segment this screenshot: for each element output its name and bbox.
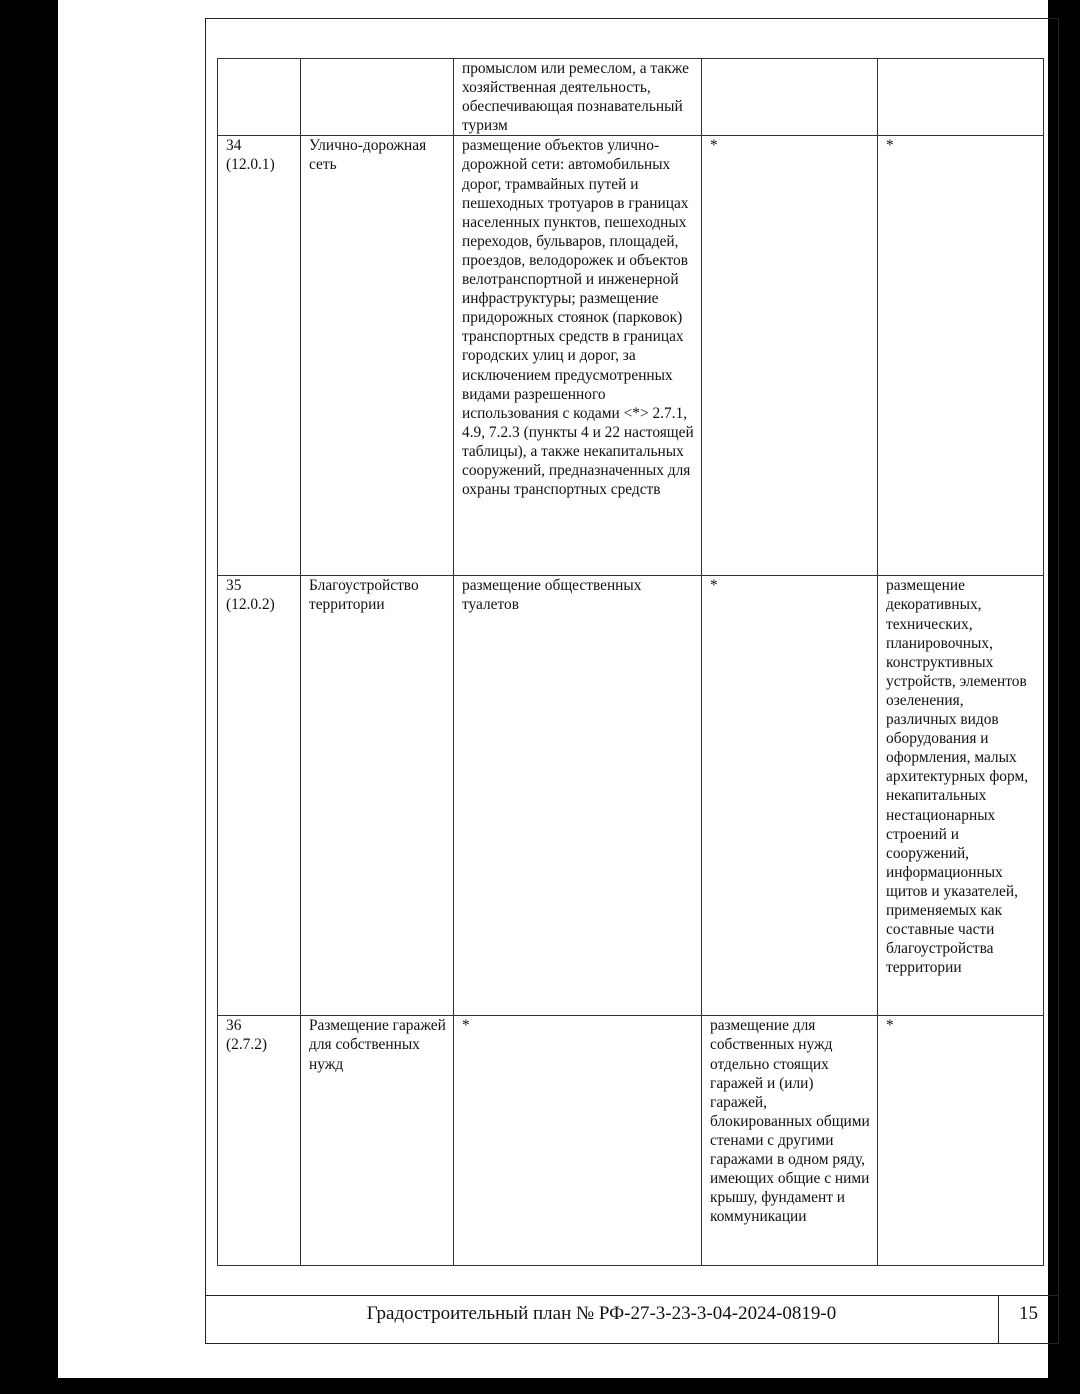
table-row [218, 136, 1044, 576]
use-name-cell [301, 59, 454, 136]
row-number-cell [218, 136, 301, 576]
page-number: 15 [1019, 1303, 1038, 1324]
row-number: 35 [226, 577, 242, 595]
use-name-cell: Размещение гаражей для собственных нужд [301, 1016, 454, 1266]
main-use-cell: размещение общественных туалетов [454, 576, 702, 1016]
auxiliary-use-cell [878, 59, 1044, 136]
document-page [58, 0, 1048, 1378]
use-name-cell: Благоустройство территории [301, 576, 454, 1016]
main-use-cell: промыслом или ремеслом, а также хозяйственная деятельность, обеспечивающая познавательный туризм [454, 59, 702, 136]
row-number-cell [218, 59, 301, 136]
row-code: (12.0.2) [226, 596, 275, 614]
main-use-cell: * [454, 1016, 702, 1266]
footer-document-title: Градостроительный план № РФ-27-3-23-3-04-2024-0819-0 [366, 1303, 837, 1324]
row-number-cell [218, 1016, 301, 1266]
conditional-use-cell: * [702, 136, 878, 576]
main-use-cell: размещение объектов улично-дорожной сети: автомобильных дорог, трамвайных путей и пешеходных тротуаров в границах населенных пунктов, пешеходных переходов, бульваров, площадей, проездов, велодорожек и объектов велотранспортной и инженерной инфраструктуры; размещение придорожных стоянок (парковок) транспортных средств в границах городских улиц и дорог, за исключением предусмотренных видами разрешенного использования с кодами <*> 2.7.1, 4.9, 7.2.3 (пункты 4 и 22 настоящей таблицы), а также некапитальных сооружений, предназначенных для охраны транспортных средств [454, 136, 702, 576]
land-use-table [217, 58, 1044, 1266]
auxiliary-use-cell: размещение декоративных, технических, планировочных, конструктивных устройств, элементов озеленения, различных видов оборудования и оформления, малых архитектурных форм, некапитальных нестационарных строений и сооружений, информационных щитов и указателей, применяемых как составные части благоустройства территории [878, 576, 1044, 1016]
conditional-use-cell: * [702, 576, 878, 1016]
row-number: 36 [226, 1017, 242, 1035]
row-code: (12.0.1) [226, 156, 275, 174]
auxiliary-use-cell: * [878, 136, 1044, 576]
table-row [218, 1016, 1044, 1266]
table-row [218, 576, 1044, 1016]
row-code: (2.7.2) [226, 1036, 268, 1054]
row-number: 34 [226, 137, 242, 155]
row-number-cell [218, 576, 301, 1016]
use-name-cell: Улично-дорожная сеть [301, 136, 454, 576]
table-row [218, 59, 1044, 136]
conditional-use-cell: размещение для собственных нужд отдельно стоящих гаражей и (или) гаражей, блокированных общими стенами с другими гаражами в одном ряду, имеющих общие с ними крышу, фундамент и коммуникации [702, 1016, 878, 1266]
footer-divider [205, 1295, 1059, 1296]
auxiliary-use-cell: * [878, 1016, 1044, 1266]
conditional-use-cell [702, 59, 878, 136]
